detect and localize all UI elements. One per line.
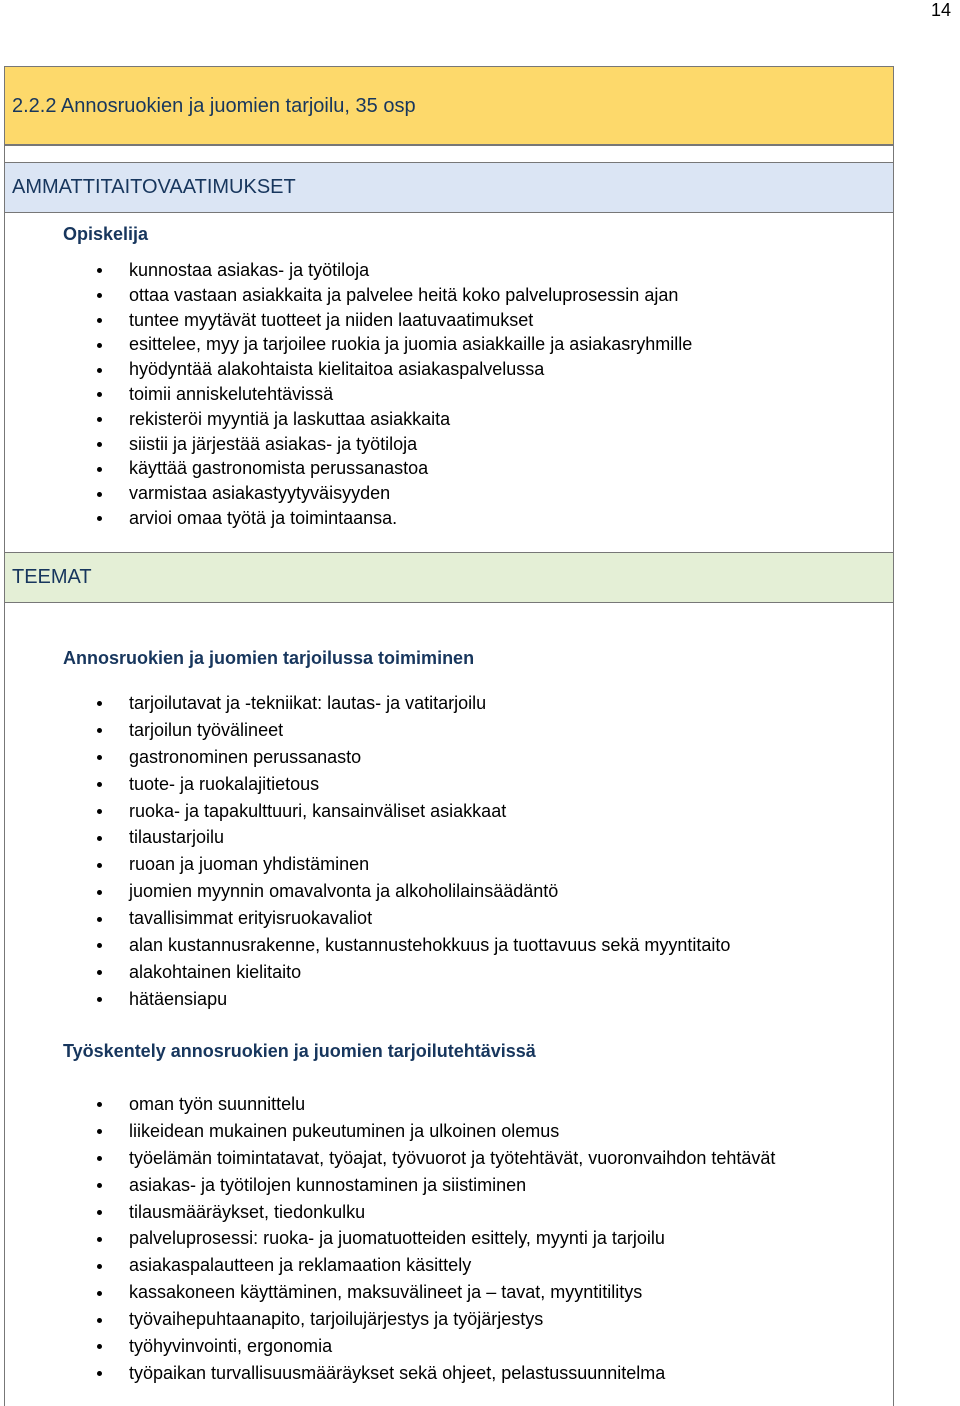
list-item-text: siistii ja järjestää asiakas- ja työtiloja (129, 433, 418, 454)
list-item-text: hyödyntää alakohtaista kielitaitoa asiakaspalvelussa (129, 359, 545, 380)
list-item-text: hätäensiapu (129, 988, 228, 1009)
list-item (0, 851, 730, 878)
bullet-icon (97, 701, 102, 706)
list-item-text: juomien myynnin omavalvonta ja alkoholilainsäädäntö (129, 881, 559, 902)
bullet-icon (97, 417, 102, 422)
section-title-band (4, 66, 894, 145)
list-item (0, 798, 730, 825)
teema-heading-1: Annosruokien ja juomien tarjoilussa toimiminen (63, 648, 475, 668)
bullet-icon (97, 343, 102, 348)
list-item (0, 1225, 775, 1252)
bullet-icon (97, 890, 102, 895)
list-item-text: työhyvinvointi, ergonomia (129, 1336, 333, 1357)
list-item-text: työelämän toimintatavat, työajat, työvuorot ja työtehtävät, vuoronvaihdon tehtävät (129, 1147, 776, 1168)
bullet-icon (97, 863, 102, 868)
page-number: 14 (930, 0, 951, 20)
list-item-text: ruoan ja juoman yhdistäminen (129, 854, 370, 875)
list-item-text: rekisteröi myyntiä ja laskuttaa asiakkaita (129, 408, 451, 429)
list-item (0, 717, 730, 744)
list-item-text: työvaihepuhtaanapito, tarjoilujärjestys ja työjärjestys (129, 1309, 544, 1330)
list-item-text: toimii anniskelutehtävissä (129, 383, 334, 404)
list-item (0, 1172, 775, 1199)
list-item (0, 357, 692, 382)
bullet-icon (97, 392, 102, 397)
teemat-header-band (4, 552, 894, 603)
bullet-icon (97, 1264, 102, 1269)
list-item-text: työpaikan turvallisuusmääräykset sekä ohjeet, pelastussuunnitelma (129, 1362, 666, 1383)
bullet-icon (97, 368, 102, 373)
list-item (0, 308, 692, 333)
bullet-icon (97, 1344, 102, 1349)
list-item (0, 283, 692, 308)
list-item (0, 432, 692, 457)
list-item (0, 332, 692, 357)
list-item-text: varmistaa asiakastyytyväisyyden (129, 483, 391, 504)
list-item-text: ruoka- ja tapakulttuuri, kansainväliset asiakkaat (129, 800, 507, 821)
list-item-text: tarjoilun työvälineet (129, 719, 284, 740)
bullet-icon (97, 516, 102, 521)
teema-list-2 (0, 1091, 775, 1387)
teema-heading-2: Työskentely annosruokien ja juomien tarjoilutehtävissä (63, 1041, 536, 1061)
list-item-text: ottaa vastaan asiakkaita ja palvelee heitä koko palveluprosessin ajan (129, 284, 679, 305)
list-item (0, 1199, 775, 1226)
bullet-icon (97, 1102, 102, 1107)
list-item-text: alan kustannusrakenne, kustannustehokkuus ja tuottavuus sekä myyntitaito (129, 935, 731, 956)
bullet-icon (97, 318, 102, 323)
ammattitaito-list (0, 258, 692, 531)
bullet-icon (97, 1183, 102, 1188)
list-item (0, 258, 692, 283)
list-item (0, 1360, 775, 1387)
list-item (0, 1252, 775, 1279)
section-title: 2.2.2 Annosruokien ja juomien tarjoilu, 35 osp (12, 95, 416, 117)
list-item-text: kunnostaa asiakas- ja työtiloja (129, 260, 370, 280)
bullet-icon (97, 1210, 102, 1215)
divider (4, 145, 894, 146)
list-item-text: asiakaspalautteen ja reklamaation käsittely (129, 1255, 472, 1276)
list-item (0, 456, 692, 481)
teema-list-1 (0, 690, 730, 1013)
list-item-text: tilausmääräykset, tiedonkulku (129, 1201, 366, 1222)
list-item-text: tuntee myytävät tuotteet ja niiden laatuvaatimukset (129, 309, 534, 330)
list-item-text: tilaustarjoilu (129, 827, 225, 848)
list-item-text: oman työn suunnittelu (129, 1094, 306, 1114)
bullet-icon (97, 943, 102, 948)
bullet-icon (97, 809, 102, 814)
list-item-text: arvioi omaa työtä ja toimintaansa. (129, 507, 398, 528)
list-item (0, 932, 730, 959)
list-item (0, 1145, 775, 1172)
list-item-text: kassakoneen käyttäminen, maksuvälineet ja – tavat, myyntitilitys (129, 1282, 643, 1303)
bullet-icon (97, 1237, 102, 1242)
list-item (0, 481, 692, 506)
opiskelija-heading: Opiskelija (63, 224, 149, 244)
bullet-icon (97, 467, 102, 472)
teemat-header: TEEMAT (12, 566, 92, 588)
list-item (0, 506, 692, 531)
list-item (0, 986, 730, 1013)
bullet-icon (97, 293, 102, 298)
list-item (0, 690, 730, 717)
list-item (0, 744, 730, 771)
bullet-icon (97, 1156, 102, 1161)
bullet-icon (97, 782, 102, 787)
list-item-text: alakohtainen kielitaito (129, 961, 302, 982)
list-item (0, 382, 692, 407)
list-item (0, 407, 692, 432)
bullet-icon (97, 755, 102, 760)
list-item-text: liikeidean mukainen pukeutuminen ja ulkoinen olemus (129, 1120, 560, 1141)
bullet-icon (97, 492, 102, 497)
list-item (0, 1091, 775, 1118)
ammattitaito-header-band (4, 162, 894, 213)
list-item (0, 771, 730, 798)
list-item-text: tavallisimmat erityisruokavaliot (129, 908, 373, 929)
bullet-icon (97, 728, 102, 733)
bullet-icon (97, 970, 102, 975)
list-item-text: palveluprosessi: ruoka- ja juomatuotteiden esittely, myynti ja tarjoilu (129, 1228, 665, 1249)
list-item-text: käyttää gastronomista perussanastoa (129, 458, 429, 479)
bullet-icon (97, 1318, 102, 1323)
bullet-icon (97, 997, 102, 1002)
bullet-icon (97, 442, 102, 447)
list-item (0, 1333, 775, 1360)
list-item (0, 959, 730, 986)
list-item (0, 824, 730, 851)
list-item-text: esittelee, myy ja tarjoilee ruokia ja juomia asiakkaille ja asiakasryhmille (129, 334, 693, 355)
list-item (0, 1279, 775, 1306)
list-item-text: gastronominen perussanasto (129, 746, 362, 767)
list-item-text: tarjoilutavat ja -tekniikat: lautas- ja vatitarjoilu (129, 693, 487, 713)
list-item (0, 1306, 775, 1333)
bullet-icon (97, 1371, 102, 1376)
list-item (0, 905, 730, 932)
list-item (0, 878, 730, 905)
list-item-text: asiakas- ja työtilojen kunnostaminen ja siistiminen (129, 1174, 527, 1195)
bullet-icon (97, 268, 102, 273)
bullet-icon (97, 836, 102, 841)
bullet-icon (97, 1291, 102, 1296)
ammattitaito-header: AMMATTITAITOVAATIMUKSET (12, 176, 296, 198)
bullet-icon (97, 917, 102, 922)
list-item-text: tuote- ja ruokalajitietous (129, 773, 320, 794)
bullet-icon (97, 1129, 102, 1134)
list-item (0, 1118, 775, 1145)
